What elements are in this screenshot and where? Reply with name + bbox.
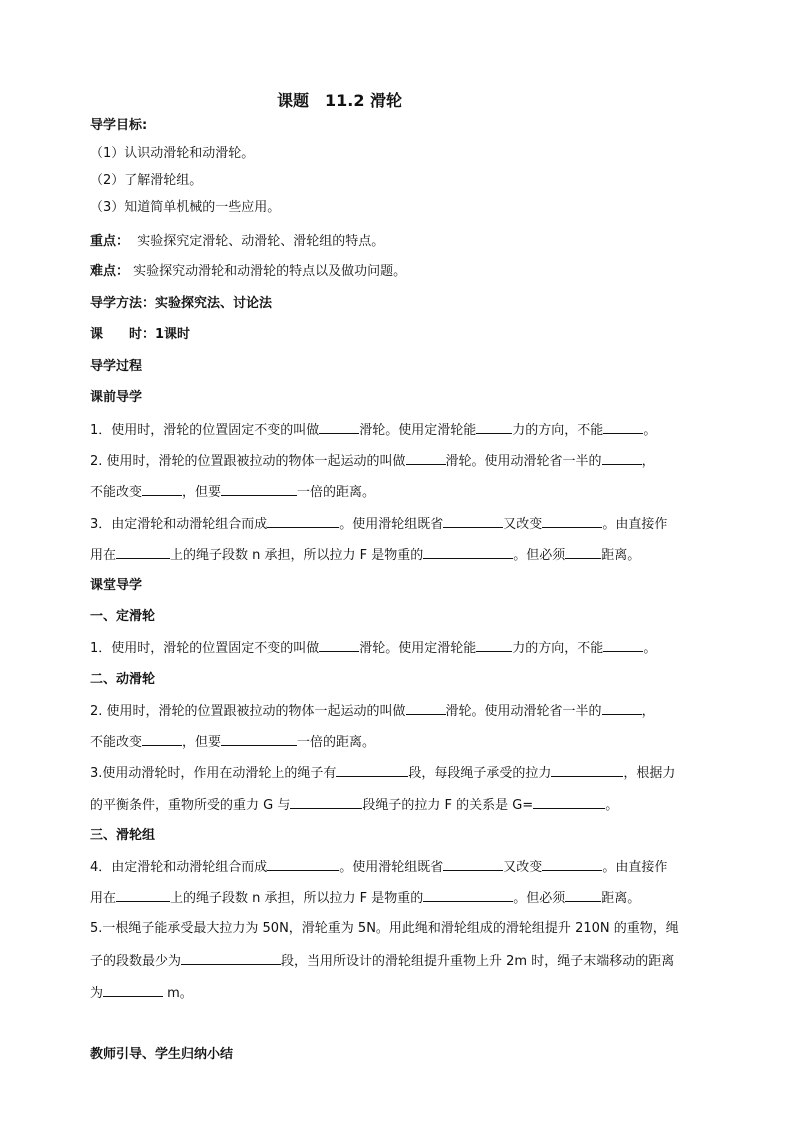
answer-blank[interactable]	[290, 796, 362, 809]
difficulty-line	[90, 263, 406, 281]
pre-question-2-line-1: 2. 使用时，滑轮的位置跟被拉动的物体一起运动的叫做 滑轮。使用动滑轮省一半的 ，	[90, 454, 655, 469]
answer-blank[interactable]	[221, 483, 297, 496]
answer-blank[interactable]	[267, 858, 339, 871]
objectives-heading: 导学目标:	[90, 118, 148, 133]
answer-blank[interactable]	[423, 546, 513, 559]
answer-blank[interactable]	[565, 889, 601, 902]
difficulty-label: 难点：	[90, 264, 130, 279]
section-fixed-pulley: 一、定滑轮	[90, 609, 156, 624]
summary-heading: 教师引导、学生归纳小结	[90, 1047, 234, 1062]
page-title: 课题 11.2 滑轮	[277, 91, 403, 110]
answer-blank[interactable]	[319, 421, 359, 434]
answer-blank[interactable]	[116, 889, 170, 902]
class-question-2-line-1: 2. 使用时，滑轮的位置跟被拉动的物体一起运动的叫做 滑轮。使用动滑轮省一半的 ，	[90, 704, 655, 719]
method-line: 导学方法：实验探究法、讨论法	[90, 296, 273, 311]
answer-blank[interactable]	[476, 639, 512, 652]
section-movable-pulley: 二、动滑轮	[90, 672, 156, 687]
answer-blank[interactable]	[142, 483, 182, 496]
pre-question-3-line-1: 3．由定滑轮和动滑轮组合而成 。使用滑轮组既省 又改变 。由直接作	[90, 517, 668, 532]
key-point-label: 重点：	[90, 234, 130, 249]
answer-blank[interactable]	[542, 858, 602, 871]
answer-blank[interactable]	[443, 858, 503, 871]
pre-question-1: 1．使用时，滑轮的位置固定不变的叫做 滑轮。使用定滑轮能 力的方向，不能 。	[90, 423, 657, 438]
class-question-4-line-2: 用在 上的绳子段数 n 承担，所以拉力 F 是物重的 。但必须 距离。	[90, 891, 641, 906]
answer-blank[interactable]	[602, 452, 642, 465]
answer-blank[interactable]	[603, 421, 643, 434]
class-question-5-line-1: 5.一根绳子能承受最大拉力为 50N，滑轮重为 5N。用此绳和滑轮组成的滑轮组提升 210N 的重物，绳	[90, 921, 679, 936]
pre-question-3-line-2: 用在 上的绳子段数 n 承担，所以拉力 F 是物重的 。但必须 距离。	[90, 548, 641, 563]
objective-2: （2）了解滑轮组。	[90, 173, 203, 188]
answer-blank[interactable]	[603, 639, 643, 652]
answer-blank[interactable]	[221, 733, 297, 746]
section-pulley-block: 三、滑轮组	[90, 828, 156, 843]
class-question-3-line-2: 的平衡条件，重物所受的重力 G 与 段绳子的拉力 F 的关系是 G= 。	[90, 798, 619, 813]
class-question-3-line-1: 3.使用动滑轮时，作用在动滑轮上的绳子有 段，每段绳子承受的拉力 ，根据力	[90, 766, 676, 781]
answer-blank[interactable]	[542, 515, 602, 528]
pre-question-2-line-2: 不能改变 ，但要 一倍的距离。	[90, 485, 376, 500]
answer-blank[interactable]	[267, 515, 339, 528]
difficulty-text: 实验探究动滑轮和动滑轮的特点以及做功问题。	[133, 264, 407, 279]
class-question-1: 1．使用时，滑轮的位置固定不变的叫做 滑轮。使用定滑轮能 力的方向，不能 。	[90, 641, 657, 656]
answer-blank[interactable]	[551, 764, 623, 777]
answer-blank[interactable]	[336, 764, 408, 777]
answer-blank[interactable]	[142, 733, 182, 746]
in-class-heading: 课堂导学	[90, 578, 143, 593]
period-line: 课 时：1课时	[90, 327, 191, 342]
answer-blank[interactable]	[181, 952, 281, 965]
objective-1: （1）认识动滑轮和动滑轮。	[90, 146, 255, 161]
class-question-4-line-1: 4．由定滑轮和动滑轮组合而成 。使用滑轮组既省 又改变 。由直接作	[90, 860, 668, 875]
answer-blank[interactable]	[565, 546, 601, 559]
class-question-2-line-2: 不能改变 ，但要 一倍的距离。	[90, 735, 376, 750]
answer-blank[interactable]	[406, 452, 446, 465]
answer-blank[interactable]	[533, 796, 605, 809]
answer-blank[interactable]	[406, 702, 446, 715]
answer-blank[interactable]	[423, 889, 513, 902]
answer-blank[interactable]	[116, 546, 170, 559]
answer-blank[interactable]	[319, 639, 359, 652]
pre-class-heading: 课前导学	[90, 390, 143, 405]
answer-blank[interactable]	[476, 421, 512, 434]
answer-blank[interactable]	[103, 984, 163, 997]
answer-blank[interactable]	[443, 515, 503, 528]
process-heading: 导学过程	[90, 359, 143, 374]
class-question-5-line-2: 子的段数最少为 段，当用所设计的滑轮组提升重物上升 2m 时，绳子末端移动的距离	[90, 954, 675, 969]
key-point-line	[90, 233, 384, 251]
objective-3: （3）知道简单机械的一些应用。	[90, 200, 281, 215]
answer-blank[interactable]	[602, 702, 642, 715]
class-question-5-line-3: 为 m。	[90, 986, 193, 1001]
key-point-text: 实验探究定滑轮、动滑轮、滑轮组的特点。	[137, 234, 385, 249]
